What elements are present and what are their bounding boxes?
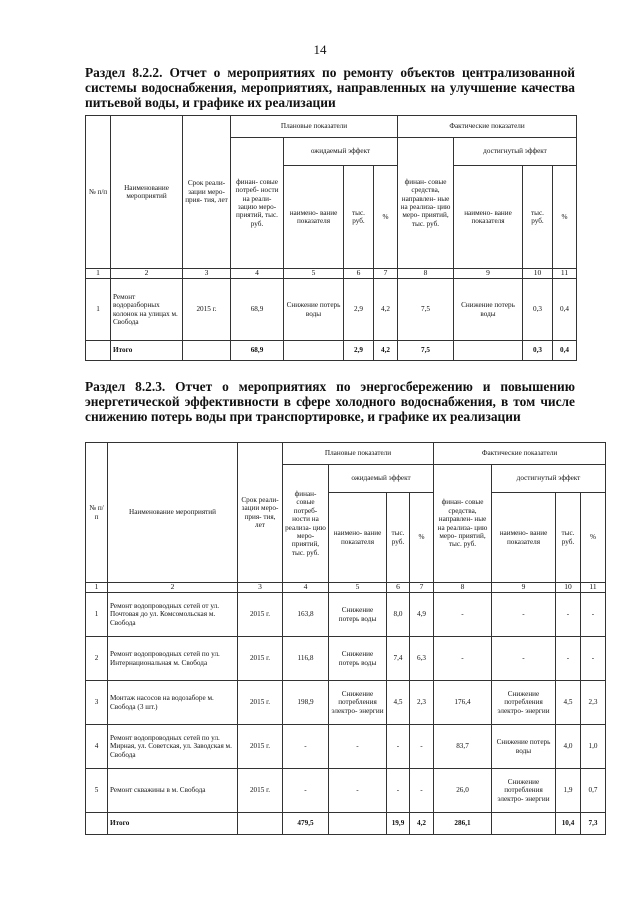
cell-achieved-indicator bbox=[492, 813, 556, 835]
cell-expected-indicator bbox=[329, 813, 387, 835]
header-thousand-rub: тыс. руб. bbox=[387, 493, 410, 583]
header-name: Наименование мероприятий bbox=[108, 443, 238, 583]
cell-achieved-indicator: Снижение потерь воды bbox=[454, 279, 523, 341]
report-table bbox=[85, 442, 606, 835]
header-achieved-effect: достигнутый эффект bbox=[454, 138, 577, 166]
header-fact-financing: финан- совые средства, направлен- ные на реализа- цию меро- приятий, тыс. руб. bbox=[398, 138, 454, 269]
header-planned: Плановые показатели bbox=[283, 443, 434, 465]
header-thousand-rub: тыс. руб. bbox=[523, 166, 553, 269]
cell-plan-financing: 68,9 bbox=[231, 341, 284, 361]
cell-expected-thousand-rub: - bbox=[387, 769, 410, 813]
column-number: 7 bbox=[374, 269, 398, 279]
page-number: 14 bbox=[313, 42, 327, 57]
header-indicator: наимено- вание показателя bbox=[454, 166, 523, 269]
report-table bbox=[85, 115, 577, 361]
cell-expected-percent: 2,3 bbox=[410, 681, 434, 725]
header-expected-effect: ожидаемый эффект bbox=[329, 465, 434, 493]
cell-expected-percent: - bbox=[410, 725, 434, 769]
header-actual: Фактические показатели bbox=[398, 116, 577, 138]
column-number: 11 bbox=[553, 269, 577, 279]
cell-achieved-indicator: Снижение потребления электро- энергии bbox=[492, 681, 556, 725]
column-number: 10 bbox=[523, 269, 553, 279]
table-row bbox=[86, 681, 606, 725]
cell-achieved-indicator bbox=[454, 341, 523, 361]
cell-expected-percent: 4,9 bbox=[410, 593, 434, 637]
header-achieved-effect: достигнутый эффект bbox=[492, 465, 606, 493]
cell-term: 2015 г. bbox=[238, 637, 283, 681]
header-num: № п/п bbox=[86, 116, 111, 269]
column-number: 11 bbox=[581, 583, 606, 593]
column-number: 3 bbox=[183, 269, 231, 279]
cell-expected-percent: 4,2 bbox=[410, 813, 434, 835]
header-plan-financing: финан- совые потреб- ности на реализа- цию меро- приятий, тыс. руб. bbox=[283, 465, 329, 583]
cell-achieved-thousand-rub: - bbox=[556, 637, 581, 681]
cell-expected-percent: 4,2 bbox=[374, 279, 398, 341]
cell-name: Ремонт водопроводных сетей по ул. Мирная, ул. Советская, ул. Заводская м. Свобода bbox=[108, 725, 238, 769]
cell-plan-financing: - bbox=[283, 769, 329, 813]
cell-expected-indicator: - bbox=[329, 769, 387, 813]
section-heading: Раздел 8.2.3. Отчет о мероприятиях по энергосбережению и повышению энергетической эффективности в сфере холодного водоснабжения, в том числе снижению потерь воды при транспортировке, и графике их реализации bbox=[85, 379, 575, 424]
header-term: Срок реали- зации меро- прия- тия, лет bbox=[238, 443, 283, 583]
header-percent: % bbox=[374, 166, 398, 269]
header-plan-financing: финан- совые потреб- ности на реали- зацию меро- приятий, тыс. руб. bbox=[231, 138, 284, 269]
cell-expected-thousand-rub: - bbox=[387, 725, 410, 769]
cell-name: Ремонт водоразборных колонок на улицах м. Свобода bbox=[111, 279, 183, 341]
cell-achieved-thousand-rub: 0,3 bbox=[523, 341, 553, 361]
cell-num: 1 bbox=[86, 279, 111, 341]
cell-name: Ремонт скважины в м. Свобода bbox=[108, 769, 238, 813]
column-number: 4 bbox=[231, 269, 284, 279]
cell-num: 5 bbox=[86, 769, 108, 813]
table-row bbox=[86, 279, 577, 341]
cell-achieved-indicator: - bbox=[492, 637, 556, 681]
cell-achieved-percent: - bbox=[581, 593, 606, 637]
cell-num: 1 bbox=[86, 593, 108, 637]
column-number: 10 bbox=[556, 583, 581, 593]
cell-achieved-thousand-rub: - bbox=[556, 593, 581, 637]
table-row bbox=[86, 637, 606, 681]
cell-fact-financing: 286,1 bbox=[434, 813, 492, 835]
cell-expected-indicator bbox=[284, 341, 344, 361]
header-percent: % bbox=[581, 493, 606, 583]
cell-term: 2015 г. bbox=[238, 725, 283, 769]
cell-name: Ремонт водопроводных сетей по ул. Интернациональная м. Свобода bbox=[108, 637, 238, 681]
total-row bbox=[86, 813, 606, 835]
cell-achieved-percent: 1,0 bbox=[581, 725, 606, 769]
cell-num bbox=[86, 813, 108, 835]
total-row bbox=[86, 341, 577, 361]
cell-name: Монтаж насосов на водозаборе м. Свобода (3 шт.) bbox=[108, 681, 238, 725]
cell-achieved-percent: 0,7 bbox=[581, 769, 606, 813]
cell-achieved-percent: 7,3 bbox=[581, 813, 606, 835]
cell-expected-thousand-rub: 19,9 bbox=[387, 813, 410, 835]
cell-plan-financing: 479,5 bbox=[283, 813, 329, 835]
header-percent: % bbox=[410, 493, 434, 583]
cell-num: 4 bbox=[86, 725, 108, 769]
cell-expected-percent: - bbox=[410, 769, 434, 813]
cell-plan-financing: 68,9 bbox=[231, 279, 284, 341]
cell-term: 2015 г. bbox=[238, 593, 283, 637]
cell-term bbox=[238, 813, 283, 835]
cell-achieved-thousand-rub: 4,0 bbox=[556, 725, 581, 769]
cell-term: 2015 г. bbox=[238, 681, 283, 725]
cell-name: Итого bbox=[108, 813, 238, 835]
cell-achieved-percent: 2,3 bbox=[581, 681, 606, 725]
column-number: 7 bbox=[410, 583, 434, 593]
column-number: 1 bbox=[86, 583, 108, 593]
cell-expected-indicator: Снижение потребления электро- энергии bbox=[329, 681, 387, 725]
column-number: 5 bbox=[329, 583, 387, 593]
cell-expected-thousand-rub: 2,9 bbox=[344, 279, 374, 341]
column-numbers-row bbox=[86, 269, 577, 279]
cell-fact-financing: - bbox=[434, 593, 492, 637]
header-indicator: наимено- вание показателя bbox=[329, 493, 387, 583]
cell-achieved-thousand-rub: 10,4 bbox=[556, 813, 581, 835]
cell-achieved-thousand-rub: 1,9 bbox=[556, 769, 581, 813]
cell-plan-financing: 198,9 bbox=[283, 681, 329, 725]
column-number: 6 bbox=[387, 583, 410, 593]
column-number: 4 bbox=[283, 583, 329, 593]
column-number: 8 bbox=[398, 269, 454, 279]
column-number: 9 bbox=[454, 269, 523, 279]
cell-term: 2015 г. bbox=[183, 279, 231, 341]
column-number: 1 bbox=[86, 269, 111, 279]
column-number: 9 bbox=[492, 583, 556, 593]
cell-fact-financing: 83,7 bbox=[434, 725, 492, 769]
header-num: № п/п bbox=[86, 443, 108, 583]
cell-achieved-thousand-rub: 0,3 bbox=[523, 279, 553, 341]
header-fact-financing: финан- совые средства, направлен- ные на реализа- цию меро- приятий, тыс. руб. bbox=[434, 465, 492, 583]
cell-expected-percent: 4,2 bbox=[374, 341, 398, 361]
column-number: 6 bbox=[344, 269, 374, 279]
cell-plan-financing: 116,8 bbox=[283, 637, 329, 681]
cell-achieved-percent: - bbox=[581, 637, 606, 681]
cell-plan-financing: 163,8 bbox=[283, 593, 329, 637]
column-number: 5 bbox=[284, 269, 344, 279]
table-row bbox=[86, 725, 606, 769]
column-number: 8 bbox=[434, 583, 492, 593]
cell-name: Ремонт водопроводных сетей от ул. Почтовая до ул. Комсомольская м. Свобода bbox=[108, 593, 238, 637]
cell-expected-indicator: - bbox=[329, 725, 387, 769]
cell-achieved-indicator: Снижение потерь воды bbox=[492, 725, 556, 769]
cell-expected-percent: 6,3 bbox=[410, 637, 434, 681]
cell-num: 2 bbox=[86, 637, 108, 681]
header-thousand-rub: тыс. руб. bbox=[556, 493, 581, 583]
header-expected-effect: ожидаемый эффект bbox=[284, 138, 398, 166]
cell-achieved-percent: 0,4 bbox=[553, 341, 577, 361]
cell-plan-financing: - bbox=[283, 725, 329, 769]
header-indicator: наимено- вание показателя bbox=[284, 166, 344, 269]
section-heading: Раздел 8.2.2. Отчет о мероприятиях по ремонту объектов централизованной системы водоснабжения, мероприятиях, направленных на улучшение качества питьевой воды, и графике их реализации bbox=[85, 65, 575, 110]
cell-expected-thousand-rub: 7,4 bbox=[387, 637, 410, 681]
header-planned: Плановые показатели bbox=[231, 116, 398, 138]
header-name: Наименование мероприятий bbox=[111, 116, 183, 269]
cell-num bbox=[86, 341, 111, 361]
cell-fact-financing: - bbox=[434, 637, 492, 681]
column-numbers-row bbox=[86, 583, 606, 593]
header-percent: % bbox=[553, 166, 577, 269]
header-thousand-rub: тыс. руб. bbox=[344, 166, 374, 269]
cell-fact-financing: 7,5 bbox=[398, 341, 454, 361]
table-row bbox=[86, 769, 606, 813]
cell-num: 3 bbox=[86, 681, 108, 725]
cell-expected-indicator: Снижение потерь воды bbox=[329, 593, 387, 637]
cell-fact-financing: 7,5 bbox=[398, 279, 454, 341]
cell-achieved-indicator: Снижение потребления электро- энергии bbox=[492, 769, 556, 813]
cell-term bbox=[183, 341, 231, 361]
cell-name: Итого bbox=[111, 341, 183, 361]
cell-fact-financing: 26,0 bbox=[434, 769, 492, 813]
table-row bbox=[86, 593, 606, 637]
cell-expected-indicator: Снижение потерь воды bbox=[329, 637, 387, 681]
column-number: 3 bbox=[238, 583, 283, 593]
header-indicator: наимено- вание показателя bbox=[492, 493, 556, 583]
cell-expected-thousand-rub: 8,0 bbox=[387, 593, 410, 637]
header-term: Срок реали- зации меро- прия- тия, лет bbox=[183, 116, 231, 269]
cell-achieved-indicator: - bbox=[492, 593, 556, 637]
column-number: 2 bbox=[111, 269, 183, 279]
cell-expected-thousand-rub: 4,5 bbox=[387, 681, 410, 725]
cell-expected-thousand-rub: 2,9 bbox=[344, 341, 374, 361]
cell-term: 2015 г. bbox=[238, 769, 283, 813]
header-actual: Фактические показатели bbox=[434, 443, 606, 465]
cell-achieved-thousand-rub: 4,5 bbox=[556, 681, 581, 725]
column-number: 2 bbox=[108, 583, 238, 593]
cell-achieved-percent: 0,4 bbox=[553, 279, 577, 341]
cell-expected-indicator: Снижение потерь воды bbox=[284, 279, 344, 341]
cell-fact-financing: 176,4 bbox=[434, 681, 492, 725]
